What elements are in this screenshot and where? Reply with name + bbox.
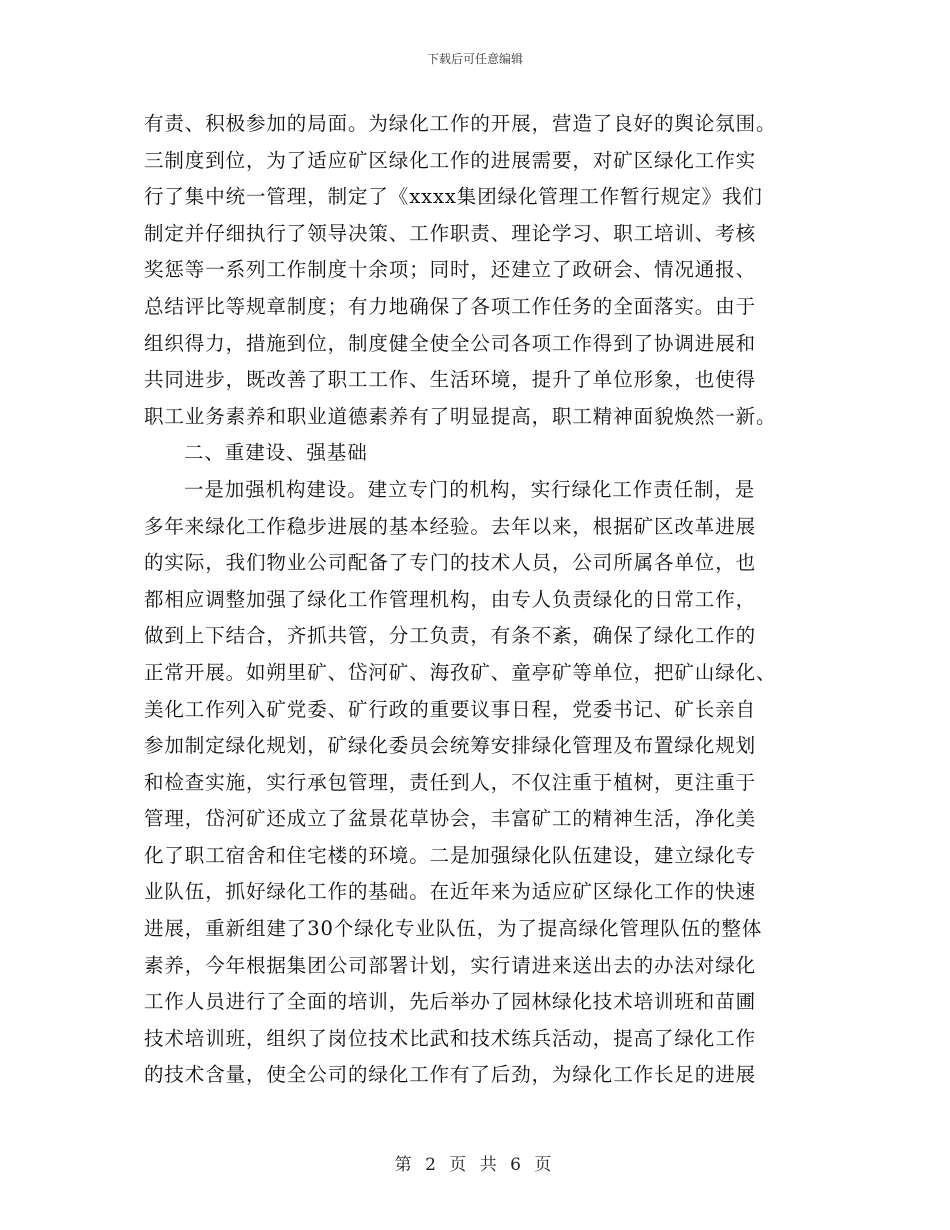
text-line: 三制度到位，为了适应矿区绿化工作的进展需要，对矿区绿化工作实	[144, 148, 757, 172]
text-line: 行了集中统一管理，制定了《xxxx集团绿化管理工作暂行规定》我们	[144, 185, 763, 209]
text-line: 工作人员进行了全面的培训，先后举办了园林绿化技术培训班和苗圃	[144, 990, 757, 1014]
text-line: 有责、积极参加的局面。为绿化工作的开展，营造了良好的舆论氛围。	[144, 112, 777, 135]
text-line: 共同进步，既改善了职工工作、生活环境，提升了单位形象，也使得	[144, 368, 757, 392]
text-line: 组织得力，措施到位，制度健全使全公司各项工作得到了协调进展和	[144, 331, 757, 355]
text-line: 总结评比等规章制度；有力地确保了各项工作任务的全面落实。由于	[144, 294, 757, 318]
text-line: 都相应调整加强了绿化工作管理机构，由专人负责绿化的日常工作，	[144, 587, 757, 611]
text-line: 和检查实施，实行承包管理，责任到人，不仅注重于植树，更注重于	[144, 770, 757, 794]
text-line: 正常开展。如朔里矿、岱河矿、海孜矿、童亭矿等单位，把矿山绿化、	[144, 660, 777, 684]
text-line: 素养，今年根据集团公司部署计划，实行请进来送出去的办法对绿化	[144, 953, 757, 977]
text-line: 管理，岱河矿还成立了盆景花草协会，丰富矿工的精神生活，净化美	[144, 807, 757, 831]
text-line: 职工业务素养和职业道德素养有了明显提高，职工精神面貌焕然一新。	[144, 404, 777, 428]
text-line: 一是加强机构建设。建立专门的机构，实行绿化工作责任制，是	[184, 477, 756, 501]
text-line: 业队伍，抓好绿化工作的基础。在近年来为适应矿区绿化工作的快速	[144, 880, 757, 904]
text-line: 化了职工宿舍和住宅楼的环境。二是加强绿化队伍建设，建立绿化专	[144, 843, 757, 867]
section-heading: 二、重建设、强基础	[184, 441, 368, 465]
page-number-footer: 第 2 页 共 6 页	[394, 1155, 556, 1175]
body-text	[144, 106, 816, 1094]
text-line: 进展，重新组建了30个绿化专业队伍，为了提高绿化管理队伍的整体	[144, 917, 763, 941]
text-line: 技术培训班，组织了岗位技术比武和技术练兵活动，提高了绿化工作	[144, 1026, 757, 1050]
text-line: 制定并仔细执行了领导决策、工作职责、理论学习、职工培训、考核	[144, 221, 757, 245]
text-line: 参加制定绿化规划，矿绿化委员会统筹安排绿化管理及布置绿化规划	[144, 734, 757, 758]
page-header: 下载后可任意编辑	[426, 52, 523, 66]
text-line: 多年来绿化工作稳步进展的基本经验。去年以来，根据矿区改革进展	[144, 514, 757, 538]
text-line: 奖惩等一系列工作制度十余项；同时，还建立了政研会、情况通报、	[144, 258, 757, 282]
text-line: 的实际，我们物业公司配备了专门的技术人员，公司所属各单位，也	[144, 551, 757, 575]
text-line: 的技术含量，使全公司的绿化工作有了后劲，为绿化工作长足的进展	[144, 1063, 757, 1087]
text-line: 做到上下结合，齐抓共管，分工负责，有条不紊，确保了绿化工作的	[144, 624, 757, 648]
text-line: 美化工作列入矿党委、矿行政的重要议事日程，党委书记、矿长亲自	[144, 697, 757, 721]
